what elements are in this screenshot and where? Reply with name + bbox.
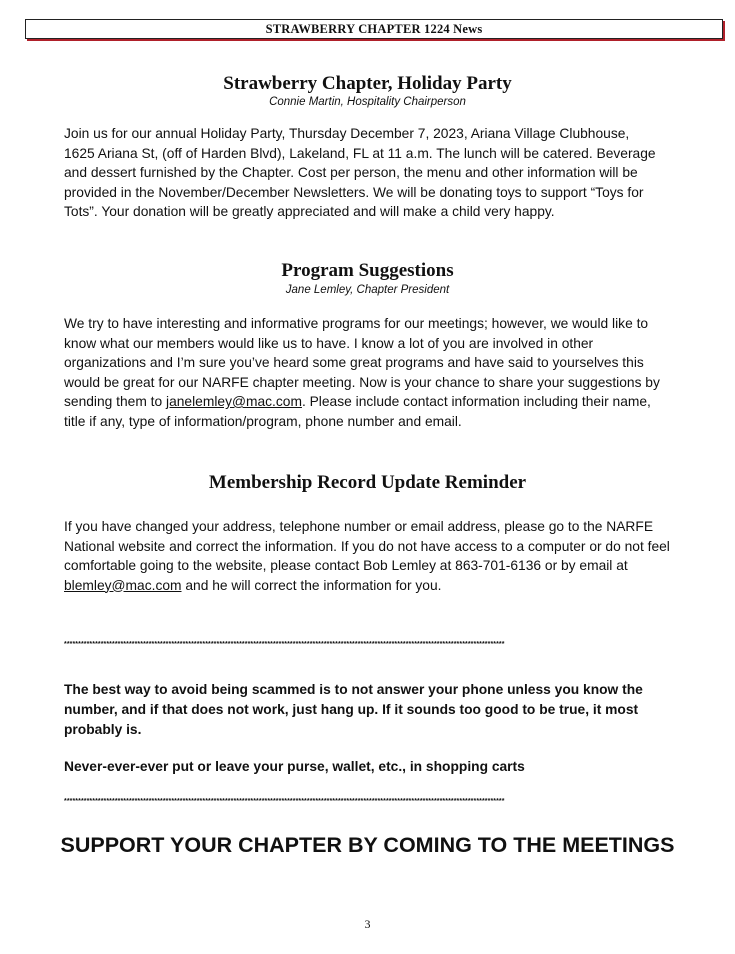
membership-line: If you have changed your address, telephone number or email address, please go to the NARFE (64, 519, 654, 534)
membership-line: National website and correct the information. If you do not have access to a computer or do not feel (64, 538, 670, 554)
holiday-party-body (64, 124, 684, 222)
email-link-jane[interactable]: janelemley@mac.com (166, 394, 302, 409)
membership-reminder-title: Membership Record Update Reminder (208, 472, 527, 493)
page-number: 3 (364, 917, 371, 931)
scam-warning (64, 680, 684, 740)
email-link-bob[interactable]: blemley@mac.com (64, 577, 182, 593)
star-separator-bottom: ************************************************************************************************************************************************************ (64, 798, 505, 805)
membership-line: comfortable going to the website, please contact Bob Lemley at 863-701-6136 or by email at (64, 558, 628, 573)
holiday-party-title: Strawberry Chapter, Holiday Party (223, 73, 512, 94)
membership-line-suffix: and he will correct the information for you. (181, 577, 442, 593)
program-suggestions-byline: Jane Lemley, Chapter President (285, 284, 450, 296)
scam-line: probably is. (64, 722, 142, 737)
membership-reminder-body (64, 517, 684, 595)
program-line: We try to have interesting and informative programs for our meetings; however, we would like to (64, 316, 649, 331)
program-line: would be great for our NARFE chapter meeting. Now is your chance to share your suggestions by (64, 374, 660, 390)
program-line-prefix: sending them to (64, 394, 167, 409)
membership-line (64, 576, 684, 596)
program-line (64, 392, 684, 412)
support-chapter-banner: SUPPORT YOUR CHAPTER BY COMING TO THE MEETINGS (60, 833, 675, 857)
shopping-cart-warning (64, 757, 684, 777)
star-separator-top: ************************************************************************************************************************************************************ (64, 641, 505, 648)
program-line: organizations and I’m sure you’ve heard some great programs and have said to yourselves this (64, 355, 644, 370)
holiday-line: 1625 Ariana St, (off of Harden Blvd), Lakeland, FL at 11 a.m. The lunch will be catered. Beverage (64, 145, 656, 161)
holiday-line: and dessert furnished by the Chapter. Cost per person, the menu and other information will be (64, 165, 638, 180)
holiday-line: Join us for our annual Holiday Party, Thursday December 7, 2023, Ariana Village Clubhouse, (64, 126, 630, 141)
program-suggestions-title: Program Suggestions (281, 260, 454, 281)
program-line: title if any, type of information/program, phone number and email. (64, 413, 462, 429)
program-line-suffix: . Please include contact information including their name, (301, 394, 651, 409)
program-line: know what our members would like us to have. I know a lot of you are involved in other (64, 335, 594, 351)
shopping-cart-line: Never-ever-ever put or leave your purse, wallet, etc., in shopping carts (64, 759, 525, 774)
scam-line: The best way to avoid being scammed is to not answer your phone unless you know the (64, 682, 643, 697)
scam-line: number, and if that does not work, just hang up. If it sounds too good to be true, it most (64, 702, 639, 717)
newsletter-header (25, 19, 723, 39)
holiday-line: provided in the November/December Newsletters. We will be donating toys to support “Toys for (64, 184, 644, 200)
holiday-line: Tots”. Your donation will be greatly appreciated and will make a child very happy. (64, 204, 555, 219)
newsletter-header-title: STRAWBERRY CHAPTER 1224 News (265, 21, 483, 36)
program-suggestions-body (64, 314, 684, 431)
holiday-party-byline: Connie Martin, Hospitality Chairperson (269, 96, 466, 108)
